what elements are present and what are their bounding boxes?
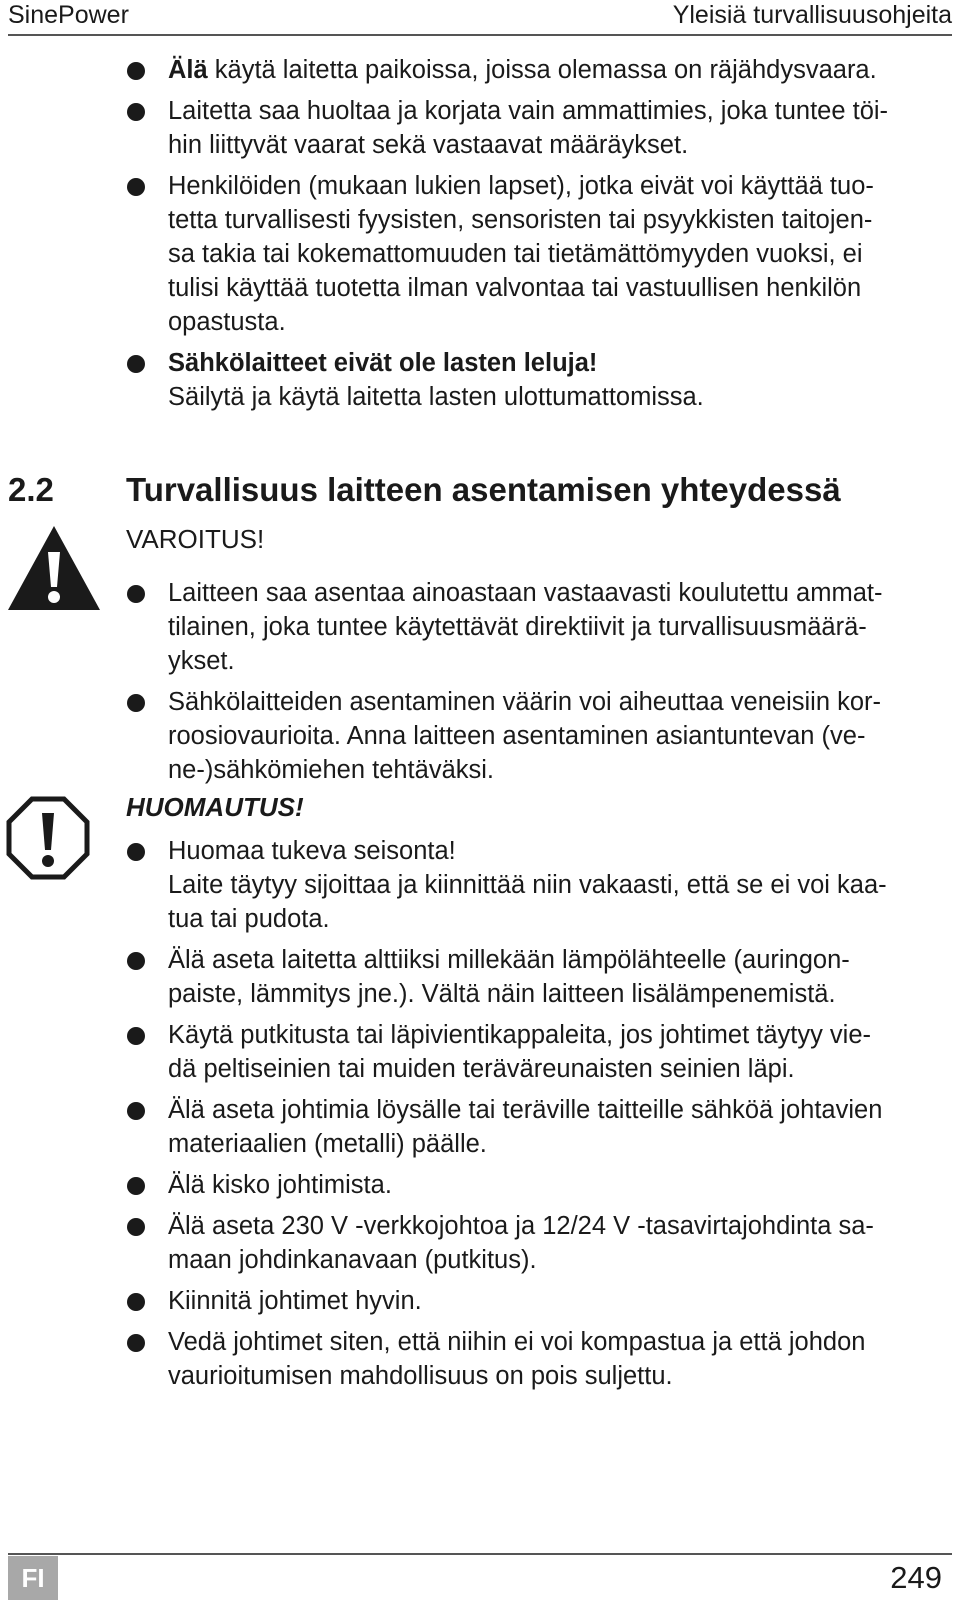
list-item-line: Henkilöiden (mukaan lukien lapset), jotka eivät voi käyttää tuo- [168, 172, 874, 200]
bullet-icon [127, 355, 145, 373]
notice-label: HUOMAUTUS! [126, 792, 304, 822]
list-item-line: ykset. [168, 647, 235, 675]
list-item [126, 1018, 956, 1086]
list-item-line: ne-)sähkömiehen tehtäväksi. [168, 756, 495, 784]
page-header [8, 0, 952, 36]
list-item-line: Laite täytyy sijoittaa ja kiinnittää niin vakaasti, että se ei voi kaa- [168, 871, 887, 899]
list-item [126, 169, 956, 339]
list-item-line: Kiinnitä johtimet hyvin. [168, 1287, 422, 1315]
warning-triangle-icon [6, 524, 102, 612]
bullet-icon [127, 1027, 145, 1045]
safety-list-general [126, 53, 956, 421]
list-item [126, 834, 956, 936]
list-item [126, 53, 956, 87]
list-item-line: hin liittyvät vaarat sekä vastaavat määräykset. [168, 131, 689, 159]
list-item [126, 94, 956, 162]
list-item [126, 1325, 956, 1393]
list-item [126, 1284, 956, 1318]
language-badge: FI [8, 1556, 58, 1600]
notice-list [126, 834, 956, 1400]
bullet-icon [127, 843, 145, 861]
bullet-icon [127, 1218, 145, 1236]
list-item-line: Älä käytä laitetta paikoissa, joissa olemassa on räjähdysvaara. [168, 56, 877, 84]
bullet-icon [127, 1102, 145, 1120]
bullet-icon [127, 585, 145, 603]
list-item-line: Huomaa tukeva seisonta! [168, 837, 456, 865]
list-item-line: tua tai pudota. [168, 905, 330, 933]
list-item-line: tilainen, joka tuntee käytettävät direktiivit ja turvallisuusmäärä- [168, 613, 867, 641]
list-item-line: Käytä putkitusta tai läpivientikappaleita, jos johtimet täytyy vie- [168, 1021, 872, 1049]
list-item-line: Älä kisko johtimista. [168, 1171, 392, 1199]
list-item-line: vaurioitumisen mahdollisuus on pois suljettu. [168, 1362, 673, 1390]
list-item-line: maan johdinkanavaan (putkitus). [168, 1246, 537, 1274]
warning-list [126, 576, 956, 794]
page-number: 249 [890, 1560, 942, 1595]
bullet-icon [127, 62, 145, 80]
section-heading [8, 470, 841, 510]
list-item-line: Älä aseta 230 V -verkkojohtoa ja 12/24 V -tasavirtajohdinta sa- [168, 1212, 874, 1240]
bullet-icon [127, 178, 145, 196]
list-item [126, 1168, 956, 1202]
footer-rule [8, 1553, 952, 1555]
section-running-title: Yleisiä turvallisuusohjeita [672, 1, 952, 29]
list-item-line: Älä aseta johtimia löysälle tai teräville taitteille sähköä johtavien [168, 1096, 883, 1124]
list-item-line: opastusta. [168, 308, 286, 336]
bullet-icon [127, 1293, 145, 1311]
list-item-line: tulisi käyttää tuotetta ilman valvontaa tai vastuullisen henkilön [168, 274, 862, 302]
section-title: Turvallisuus laitteen asentamisen yhteydessä [126, 471, 841, 508]
bullet-icon [127, 694, 145, 712]
list-item [126, 576, 956, 678]
section-number: 2.2 [8, 471, 54, 508]
list-item-line: Laitteen saa asentaa ainoastaan vastaavasti koulutettu ammat- [168, 579, 883, 607]
list-item-line: sa takia tai kokemattomuuden tai tietämättömyyden vuoksi, ei [168, 240, 863, 268]
list-item [126, 1209, 956, 1277]
list-item-line: tetta turvallisesti fyysisten, sensoristen tai psyykkisten taitojen- [168, 206, 873, 234]
list-item [126, 943, 956, 1011]
list-item-line: Sähkölaitteet eivät ole lasten leluja! [168, 349, 598, 377]
bullet-icon [127, 1177, 145, 1195]
list-item-line: Sähkölaitteiden asentaminen väärin voi aiheuttaa veneisiin kor- [168, 688, 882, 716]
bullet-icon [127, 1334, 145, 1352]
list-item [126, 1093, 956, 1161]
notice-octagon-icon [6, 796, 90, 880]
bullet-icon [127, 952, 145, 970]
bullet-icon [127, 103, 145, 121]
brand-name: SinePower [8, 1, 129, 29]
list-item [126, 685, 956, 787]
list-item-line: Älä aseta laitetta alttiiksi millekään lämpölähteelle (auringon- [168, 946, 850, 974]
list-item-line: Säilytä ja käytä laitetta lasten ulottumattomissa. [168, 383, 704, 411]
list-item-line: dä peltiseinien tai muiden teräväreunaisten seinien läpi. [168, 1055, 795, 1083]
list-item-line: materiaalien (metalli) päälle. [168, 1130, 487, 1158]
list-item-line: Laitetta saa huoltaa ja korjata vain ammattimies, joka tuntee töi- [168, 97, 889, 125]
list-item-line: roosiovaurioita. Anna laitteen asentaminen asiantuntevan (ve- [168, 722, 866, 750]
list-item-line: Vedä johtimet siten, että niihin ei voi kompastua ja että johdon [168, 1328, 866, 1356]
list-item-line: paiste, lämmitys jne.). Vältä näin laitteen lisälämpenemistä. [168, 980, 836, 1008]
warning-label: VAROITUS! [126, 524, 265, 554]
list-item [126, 346, 956, 414]
